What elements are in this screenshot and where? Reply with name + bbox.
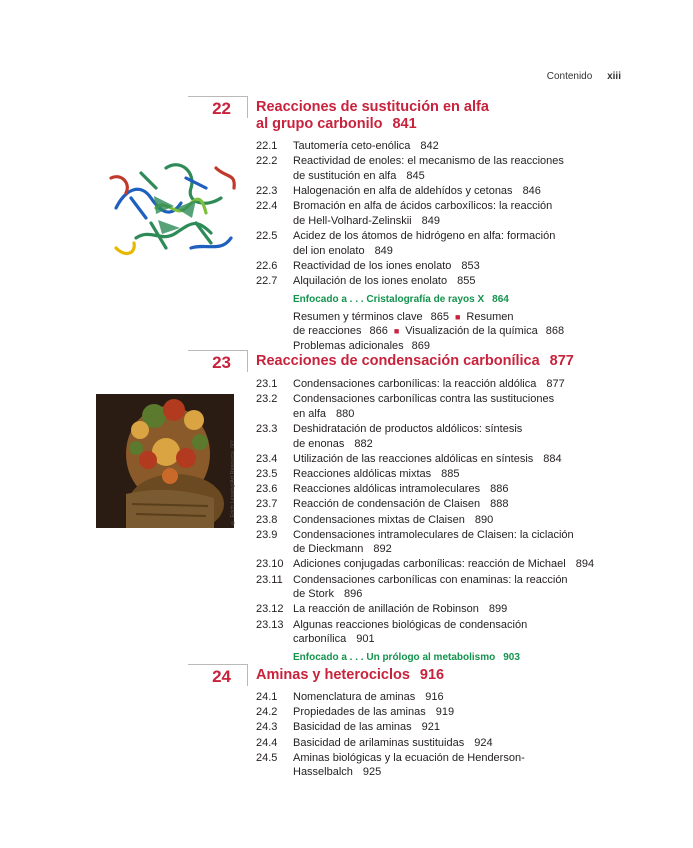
toc-entry[interactable] bbox=[256, 139, 616, 154]
entry-number: 22.1 bbox=[256, 140, 278, 152]
bullet-icon: ■ bbox=[393, 326, 400, 337]
entry-title: Alquilación de los iones enolato bbox=[293, 274, 448, 287]
entry-number: 23.4 bbox=[256, 452, 278, 465]
entry-number: 23.5 bbox=[256, 467, 278, 480]
entry-title: Halogenación en alfa de aldehídos y cetonas bbox=[293, 184, 513, 197]
entry-page: 894 bbox=[575, 558, 595, 571]
entry-number: 23.3 bbox=[256, 422, 278, 435]
entry-title: Tautomería ceto-enólica bbox=[293, 140, 411, 152]
entry-page: 921 bbox=[421, 721, 440, 734]
toc-entry[interactable] bbox=[256, 229, 616, 258]
entry-page: 925 bbox=[362, 766, 382, 779]
chapter-number: 24 bbox=[212, 667, 231, 686]
entry-title: Condensaciones mixtas de Claisen bbox=[293, 513, 465, 526]
toc-entry[interactable] bbox=[256, 259, 616, 274]
entry-title: Algunas reacciones biológicas de condensación bbox=[293, 618, 528, 631]
toc-entry[interactable] bbox=[256, 573, 616, 602]
entry-number: 22.6 bbox=[256, 259, 278, 272]
entry-title: Condensaciones intramoleculares de Claisen: la ciclación bbox=[293, 528, 574, 541]
chapter-rule bbox=[188, 96, 248, 97]
entry-title: Basicidad de arilaminas sustituidas bbox=[293, 736, 465, 749]
summary-item[interactable]: Problemas adicionales bbox=[293, 339, 404, 352]
chapter-title-line1: Aminas y heterociclos bbox=[256, 667, 410, 683]
photo-credit: © Erich Lessing/Art Resource, NY bbox=[230, 440, 236, 525]
entry-number: 24.1 bbox=[256, 691, 278, 703]
chapter-24-entries bbox=[256, 690, 616, 781]
entry-title-cont: de enonas bbox=[293, 437, 345, 450]
entry-title-cont: de Dieckmann bbox=[293, 543, 364, 556]
toc-entry[interactable] bbox=[256, 482, 616, 497]
entry-page: 882 bbox=[354, 437, 373, 450]
entry-page: 899 bbox=[488, 603, 508, 616]
chapter-title-line1: Reacciones de condensación carbonílica bbox=[256, 353, 540, 369]
entry-title: Deshidratación de productos aldólicos: síntesis bbox=[293, 422, 523, 435]
entry-number: 23.12 bbox=[256, 603, 284, 616]
entry-title: Nomenclatura de aminas bbox=[293, 691, 416, 703]
summary-item[interactable]: Resumen bbox=[466, 310, 514, 323]
toc-entry[interactable] bbox=[256, 618, 616, 647]
chapter-page: 916 bbox=[419, 667, 445, 683]
page-number: xiii bbox=[607, 71, 621, 82]
chapter-page: 877 bbox=[549, 353, 574, 369]
chapter-title bbox=[256, 99, 556, 133]
chapter-title-line1: Reacciones de sustitución en alfa bbox=[256, 99, 489, 115]
entry-page: 886 bbox=[490, 483, 509, 496]
entry-number: 24.5 bbox=[256, 751, 278, 764]
toc-entry[interactable] bbox=[256, 690, 616, 705]
entry-number: 22.7 bbox=[256, 274, 278, 287]
focus-feature[interactable] bbox=[293, 652, 616, 663]
entry-page: 896 bbox=[343, 588, 363, 601]
entry-title: Condensaciones carbonílicas: la reacción aldólica bbox=[293, 378, 537, 390]
entry-title-cont: de Hell-Volhard-Zelinskii bbox=[293, 214, 412, 227]
chapter-vertical-rule bbox=[247, 664, 248, 686]
chapter-title bbox=[256, 667, 556, 684]
entry-title: Propiedades de las aminas bbox=[293, 706, 426, 719]
toc-entry[interactable] bbox=[256, 736, 616, 751]
entry-number: 24.4 bbox=[256, 736, 278, 749]
toc-entry[interactable] bbox=[256, 199, 616, 228]
toc-entry[interactable] bbox=[256, 705, 616, 720]
entry-page: 855 bbox=[457, 274, 476, 287]
chapter-number: 23 bbox=[212, 353, 231, 372]
toc-entry[interactable] bbox=[256, 452, 616, 467]
entry-title: La reacción de anillación de Robinson bbox=[293, 603, 479, 616]
entry-title: Reacciones aldólicas intramoleculares bbox=[293, 483, 481, 496]
entry-title: Acidez de los átomos de hidrógeno en alfa: formación bbox=[293, 229, 556, 242]
entry-number: 23.11 bbox=[256, 573, 283, 586]
summary-page: 869 bbox=[411, 339, 431, 352]
chapter-vertical-rule bbox=[247, 96, 248, 118]
toc-entry[interactable] bbox=[256, 528, 616, 557]
entry-page: 901 bbox=[356, 633, 375, 646]
summary-page: 865 bbox=[430, 310, 449, 323]
entry-title-cont: de Stork bbox=[293, 588, 334, 601]
toc-entry[interactable] bbox=[256, 497, 616, 512]
entry-number: 24.3 bbox=[256, 721, 278, 734]
chapter-rule bbox=[188, 664, 248, 665]
chapter-title-line2: al grupo carbonilo bbox=[256, 116, 383, 132]
toc-entry[interactable] bbox=[256, 392, 616, 421]
entry-number: 23.2 bbox=[256, 393, 278, 406]
toc-entry[interactable] bbox=[256, 557, 616, 572]
fruit-portrait-painting bbox=[96, 394, 234, 528]
entry-title: Reactividad de enoles: el mecanismo de las reacciones bbox=[293, 155, 564, 168]
chapter-summary bbox=[293, 310, 603, 354]
entry-number: 24.2 bbox=[256, 706, 278, 719]
entry-page: 885 bbox=[441, 467, 460, 480]
entry-page: 849 bbox=[421, 214, 440, 227]
entry-number: 23.1 bbox=[256, 378, 278, 390]
entry-number: 22.3 bbox=[256, 184, 278, 197]
entry-title-cont: de sustitución en alfa bbox=[293, 169, 397, 182]
entry-page: 890 bbox=[474, 513, 494, 526]
entry-title: Reactividad de los iones enolato bbox=[293, 259, 452, 272]
entry-page: 884 bbox=[543, 452, 562, 465]
chapter-23-entries bbox=[256, 377, 616, 668]
entry-page: 919 bbox=[435, 706, 455, 719]
toc-entry[interactable] bbox=[256, 274, 616, 289]
entry-title: Utilización de las reacciones aldólicas en síntesis bbox=[293, 452, 534, 465]
entry-page: 880 bbox=[336, 407, 355, 420]
entry-page: 842 bbox=[420, 140, 439, 152]
toc-entry[interactable] bbox=[256, 377, 616, 392]
entry-title: Reacciones aldólicas mixtas bbox=[293, 467, 432, 480]
toc-entry[interactable] bbox=[256, 154, 616, 183]
chapter-number: 22 bbox=[212, 99, 231, 118]
entry-page: 888 bbox=[490, 498, 509, 511]
entry-title-cont: Hasselbalch bbox=[293, 766, 353, 779]
focus-label: Enfocado a . . . Un prólogo al metabolismo bbox=[293, 651, 496, 663]
entry-title: Adiciones conjugadas carbonílicas: reacción de Michael bbox=[293, 558, 566, 571]
entry-page: 845 bbox=[406, 169, 425, 182]
entry-number: 22.2 bbox=[256, 155, 278, 168]
toc-entry[interactable] bbox=[256, 513, 616, 528]
bullet-icon: ■ bbox=[454, 311, 461, 322]
entry-page: 916 bbox=[425, 691, 444, 703]
entry-number: 22.4 bbox=[256, 200, 278, 213]
summary-item[interactable]: Visualización de la química bbox=[405, 325, 538, 338]
toc-entry[interactable] bbox=[256, 467, 616, 482]
entry-title-cont: carbonílica bbox=[293, 633, 347, 646]
entry-number: 23.10 bbox=[256, 558, 284, 571]
chapter-page: 841 bbox=[392, 116, 417, 132]
focus-feature[interactable] bbox=[293, 294, 616, 305]
entry-page: 849 bbox=[374, 244, 393, 257]
running-head bbox=[547, 71, 621, 82]
focus-label: Enfocado a . . . Cristalografía de rayos X bbox=[293, 293, 485, 305]
chapter-title bbox=[256, 353, 576, 370]
protein-structure-image bbox=[96, 148, 248, 274]
focus-page: 903 bbox=[503, 651, 520, 663]
entry-page: 924 bbox=[474, 736, 493, 749]
entry-number: 23.8 bbox=[256, 513, 278, 526]
toc-entry[interactable] bbox=[256, 720, 616, 735]
summary-item[interactable]: Resumen y términos clave bbox=[293, 310, 423, 323]
entry-page: 853 bbox=[461, 259, 480, 272]
entry-title: Bromación en alfa de ácidos carboxílicos: la reacción bbox=[293, 200, 553, 213]
chapter-rule bbox=[188, 350, 248, 351]
entry-title: Condensaciones carbonílicas con enaminas: la reacción bbox=[293, 573, 568, 586]
entry-title: Condensaciones carbonílicas contra las sustituciones bbox=[293, 393, 555, 406]
entry-title-cont: en alfa bbox=[293, 407, 327, 420]
running-head-section: Contenido bbox=[546, 71, 593, 82]
summary-item[interactable]: de reacciones bbox=[293, 325, 362, 338]
toc-entry[interactable] bbox=[256, 422, 616, 451]
chapter-vertical-rule bbox=[247, 350, 248, 372]
entry-number: 23.7 bbox=[256, 498, 278, 511]
toc-entry[interactable] bbox=[256, 751, 616, 780]
entry-number: 22.5 bbox=[256, 229, 278, 242]
entry-title-cont: del ion enolato bbox=[293, 244, 365, 257]
entry-page: 877 bbox=[546, 378, 565, 390]
entry-number: 23.6 bbox=[256, 483, 278, 496]
entry-title: Reacción de condensación de Claisen bbox=[293, 498, 481, 511]
entry-number: 23.13 bbox=[256, 618, 284, 631]
summary-page: 866 bbox=[369, 325, 388, 338]
toc-entry[interactable] bbox=[256, 602, 616, 617]
entry-page: 892 bbox=[373, 543, 392, 556]
entry-page: 846 bbox=[522, 184, 541, 197]
focus-page: 864 bbox=[492, 293, 509, 305]
summary-page: 868 bbox=[545, 325, 565, 338]
entry-number: 23.9 bbox=[256, 528, 278, 541]
toc-entry[interactable] bbox=[256, 184, 616, 199]
entry-title: Basicidad de las aminas bbox=[293, 721, 412, 734]
chapter-22-entries bbox=[256, 139, 616, 353]
entry-title: Aminas biológicas y la ecuación de Henderson- bbox=[293, 751, 525, 764]
